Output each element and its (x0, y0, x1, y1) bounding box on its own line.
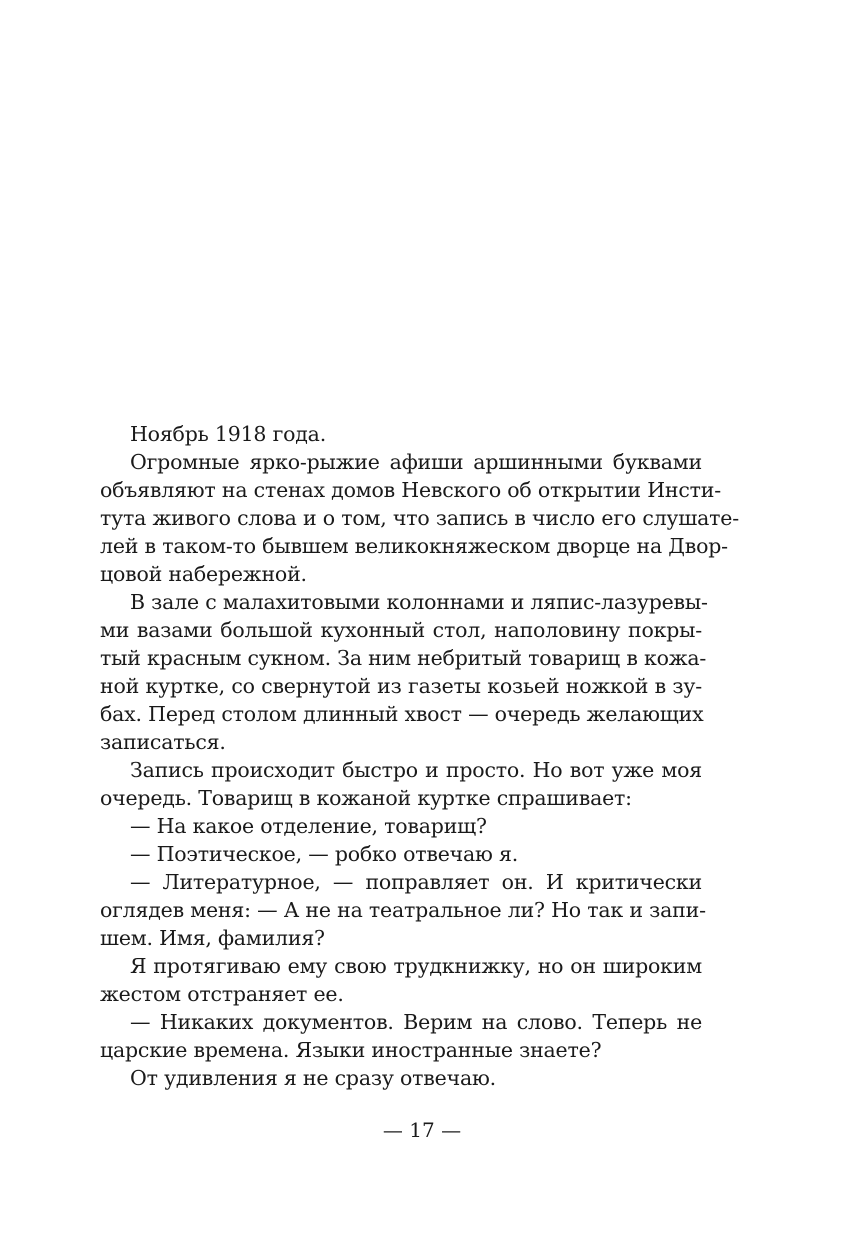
text-line: В зале с малахитовыми колоннами и ляпис-лазуревы- (130, 590, 708, 614)
text-line: очередь. Товарищ в кожаной куртке спрашивает: (100, 786, 632, 810)
text-line: шем. Имя, фамилия? (100, 926, 325, 950)
text-line: цовой набережной. (100, 562, 307, 586)
text-line: жестом отстраняет ее. (100, 982, 344, 1006)
text-line: лей в таком-то бывшем великокняжеском дворце на Двор- (100, 534, 728, 558)
text-line: оглядев меня: — А не на театральное ли? Но так и запи- (100, 898, 706, 922)
text-line: тый красным сукном. За ним небритый товарищ в кожа- (100, 646, 707, 670)
text-line: бах. Перед столом длинный хвост — очередь желающих (100, 702, 704, 726)
text-line: тута живого слова и о том, что запись в число его слушате- (100, 506, 739, 530)
text-line: ми вазами большой кухонный стол, наполовину покры- (100, 618, 702, 642)
body-text (100, 420, 739, 1092)
text-line: Запись происходит быстро и просто. Но вот уже моя (130, 758, 702, 782)
text-line: царские времена. Языки иностранные знаете? (100, 1038, 602, 1062)
text-line: От удивления я не сразу отвечаю. (130, 1066, 496, 1090)
text-line: Огромные ярко-рыжие афиши аршинными буквами (130, 450, 702, 474)
text-line: ной куртке, со свернутой из газеты козьей ножкой в зу- (100, 674, 702, 698)
page-number: — 17 — (382, 1118, 462, 1142)
text-line: — Поэтическое, — робко отвечаю я. (130, 842, 519, 866)
text-line: — Никаких документов. Верим на слово. Теперь не (130, 1010, 702, 1034)
text-line: — На какое отделение, товарищ? (130, 814, 487, 838)
text-line: Я протягиваю ему свою трудкнижку, но он широким (130, 954, 702, 978)
text-line: объявляют на стенах домов Невского об открытии Инсти- (100, 478, 721, 502)
text-line: записаться. (100, 730, 226, 754)
text-line: Ноябрь 1918 года. (130, 422, 327, 446)
text-line: — Литературное, — поправляет он. И критически (130, 870, 702, 894)
